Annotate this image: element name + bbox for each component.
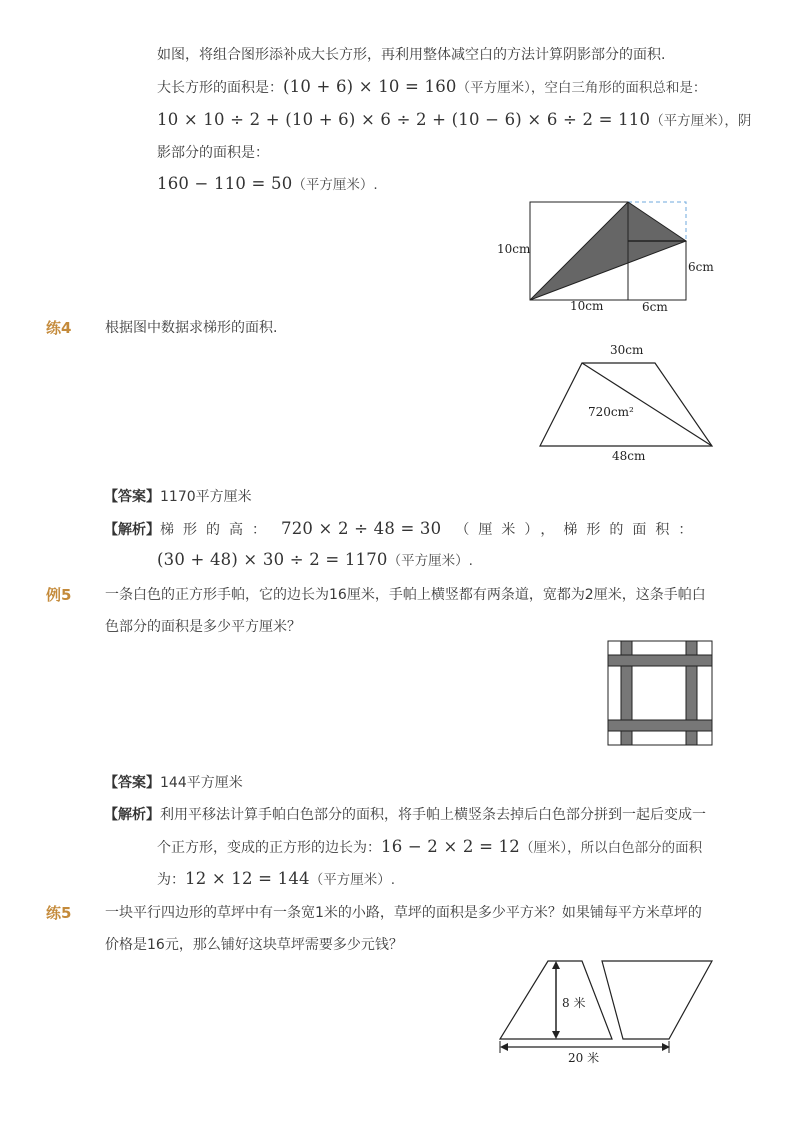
intro-line-2-unit: （平方厘米），空白三角形的面积总和是：	[456, 80, 707, 96]
analysis-text-2b: （厘米），所以白色部分的面积	[519, 840, 703, 856]
intro-line-4: 影部分的面积是：	[157, 145, 269, 161]
analysis-math-2: (30 + 48) × 30 ÷ 2 = 1170	[157, 550, 388, 569]
answer-label: 【答案】	[104, 775, 160, 791]
analysis-text-3b: （平方厘米）.	[309, 872, 396, 888]
li5-question-line-2: 色部分的面积是多少平方厘米？	[105, 619, 301, 635]
horizontal-stripe-2	[608, 720, 712, 731]
analysis-unit: （平方厘米）.	[387, 553, 473, 569]
height-arrow-up-icon	[552, 961, 560, 969]
lian4-analysis-line-2	[157, 550, 473, 571]
analysis-text-1: 利用平移法计算手帕白色部分的面积，将手帕上横竖条去掉后白色部分拼到一起后变成一	[160, 807, 706, 823]
label-height: 8 米	[562, 996, 586, 1010]
li5-analysis-line-3	[157, 869, 395, 890]
tag-lian4: 练4	[46, 319, 72, 337]
analysis-text-3a: 为：	[157, 872, 185, 888]
li5-question-line-1: 一条白色的正方形手帕，它的边长为16厘米，手帕上横竖都有两条道，宽都为2厘米，这条手帕白	[105, 587, 706, 603]
parallelogram-lawn-figure	[492, 955, 722, 1067]
lian4-analysis-line-1	[104, 519, 701, 540]
analysis-math-1: 720 × 2 ÷ 48 = 30	[281, 519, 442, 538]
lian4-answer	[104, 487, 252, 507]
label-bottom-b: 6cm	[642, 300, 668, 314]
intro-line-3-math: 10 × 10 ÷ 2 + (10 + 6) × 6 ÷ 2 + (10 − 6) × 6 ÷ 2 = 110	[157, 110, 651, 129]
horizontal-stripe-1	[608, 655, 712, 666]
label-bottom: 48cm	[612, 449, 646, 463]
analysis-math-2: 16 − 2 × 2 = 12	[381, 837, 520, 856]
trapezoid-figure	[530, 338, 730, 466]
tag-li5: 例5	[46, 586, 72, 604]
intro-line-5-unit: （平方厘米）.	[292, 177, 378, 193]
li5-analysis-line-1	[104, 805, 706, 825]
answer-value: 144平方厘米	[160, 775, 243, 791]
answer-value: 1170平方厘米	[160, 489, 252, 505]
intro-line-5	[157, 174, 378, 195]
shaded-triangle	[530, 202, 686, 300]
label-bottom-a: 10cm	[570, 299, 604, 313]
analysis-math-3: 12 × 12 = 144	[185, 869, 310, 888]
handkerchief-figure	[606, 639, 716, 749]
tag-lian5: 练5	[46, 904, 72, 922]
intro-line-3	[157, 110, 751, 131]
lian5-question-line-1: 一块平行四边形的草坪中有一条宽1米的小路，草坪的面积是多少平方米？如果铺每平方米草坪的	[105, 905, 702, 921]
analysis-text-a: 梯形的高：	[160, 522, 275, 538]
lian5-question-line-2: 价格是16元，那么铺好这块草坪需要多少元钱？	[105, 937, 403, 953]
li5-analysis-line-2	[157, 837, 702, 858]
lawn-right-piece	[602, 961, 712, 1039]
li5-answer	[104, 773, 243, 793]
intro-line-2-text: 大长方形的面积是：	[157, 80, 283, 96]
analysis-label: 【解析】	[104, 522, 160, 538]
height-arrow-down-icon	[552, 1031, 560, 1039]
intro-line-2	[157, 77, 706, 98]
intro-line-1: 如图，将组合图形添补成大长方形，再利用整体减空白的方法计算阴影部分的面积.	[157, 47, 666, 63]
intro-line-5-math: 160 − 110 = 50	[157, 174, 293, 193]
analysis-text-2a: 个正方形，变成的正方形的边长为：	[157, 840, 381, 856]
label-area: 720cm²	[588, 405, 634, 419]
label-top: 30cm	[610, 343, 644, 357]
intro-line-3-unit: （平方厘米），阴	[650, 113, 752, 129]
analysis-label: 【解析】	[104, 807, 160, 823]
label-width: 20 米	[568, 1051, 600, 1065]
answer-label: 【答案】	[104, 489, 160, 505]
label-right: 6cm	[688, 260, 714, 274]
label-left: 10cm	[497, 242, 531, 256]
width-arrow-left-icon	[500, 1043, 508, 1051]
analysis-text-b: （厘米），梯形的面积：	[455, 522, 702, 538]
composite-rectangle-figure	[490, 195, 720, 320]
intro-line-2-math: (10 + 6) × 10 = 160	[283, 77, 457, 96]
lian4-question: 根据图中数据求梯形的面积.	[105, 320, 278, 336]
